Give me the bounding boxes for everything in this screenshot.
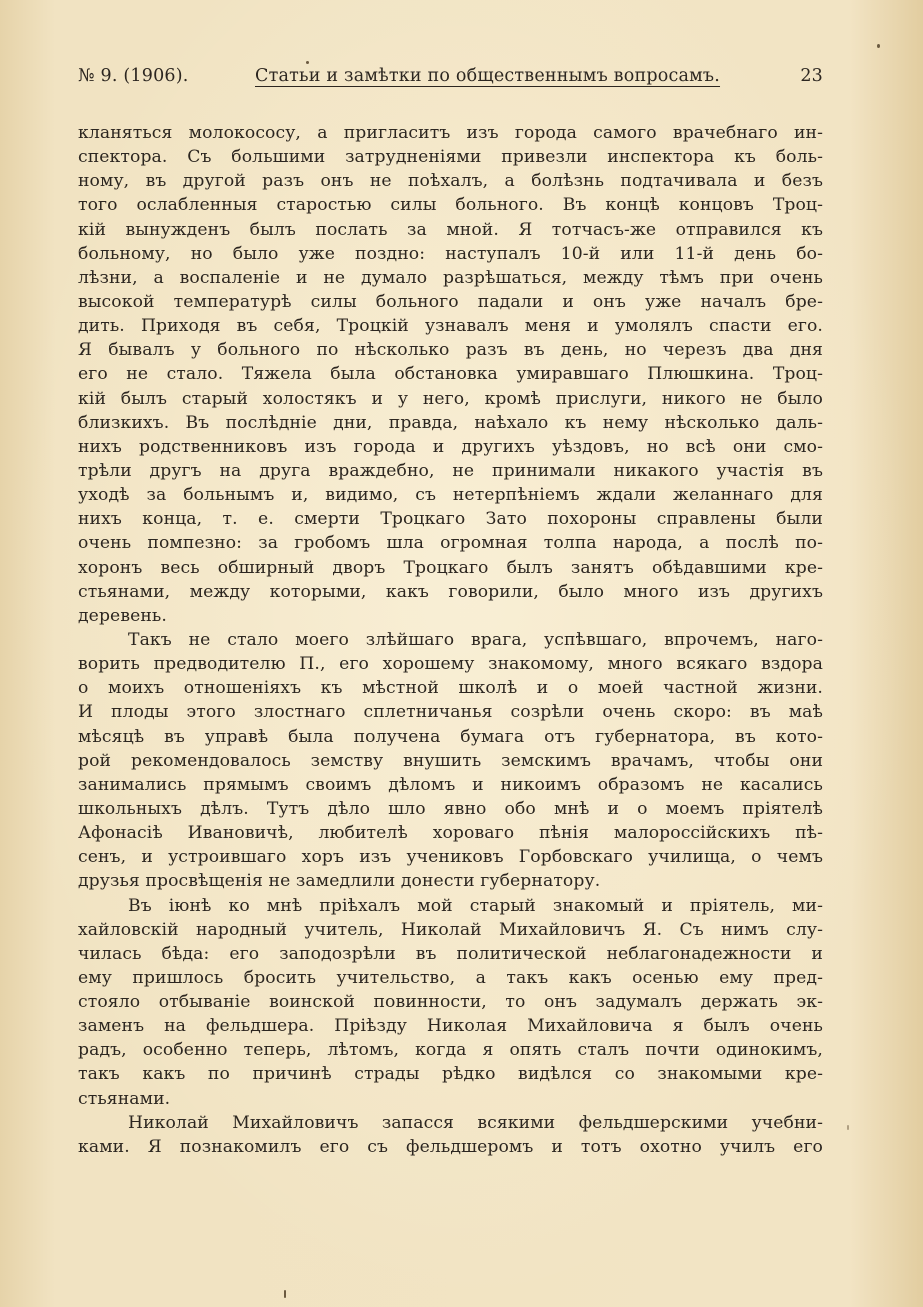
- text-line: трѣли другъ на друга враждебно, не принимали никакого участія въ: [78, 460, 823, 481]
- text-line: близкихъ. Въ послѣдніе дни, правда, наѣхало къ нему нѣсколько даль-: [78, 412, 823, 433]
- paper-speck: [284, 1290, 286, 1298]
- text-line: больному, но было уже поздно: наступалъ 10-й или 11-й день бо-: [78, 243, 823, 264]
- text-line: нихъ родственниковъ изъ города и другихъ уѣздовъ, но всѣ они смо-: [78, 436, 823, 457]
- text-line: кланяться молокососу, а пригласитъ изъ города самого врачебнаго ин-: [78, 123, 823, 143]
- text-line: рой рекомендовалось земству внушить земскимъ врачамъ, чтобы они: [78, 750, 823, 771]
- text-line: заменъ на фельдшера. Пріѣзду Николая Михайловича я былъ очень: [78, 1016, 823, 1037]
- text-line: ему пришлось бросить учительство, а такъ какъ осенью ему пред-: [78, 967, 823, 988]
- text-line: стьянами, между которыми, какъ говорили, было много изъ другихъ: [78, 581, 823, 602]
- text-line: уходѣ за больнымъ и, видимо, съ нетерпѣніемъ ждали желаннаго для: [78, 485, 823, 506]
- page-number: 23: [800, 66, 823, 86]
- article-body: [78, 121, 823, 1159]
- paragraph-start-line: Такъ не стало моего злѣйшаго врага, успѣвшаго, впрочемъ, наго-: [128, 629, 823, 650]
- text-line: чилась бѣда: его заподозрѣли въ политической неблагонадежности и: [78, 943, 823, 964]
- text-line: стояло отбываніе воинской повинности, то онъ задумалъ держать эк-: [78, 992, 823, 1013]
- text-line: нихъ конца, т. е. смерти Троцкаго Зато похороны справлены были: [78, 509, 823, 530]
- text-line: Я бывалъ у больного по нѣсколько разъ въ день, но черезъ два дня: [78, 340, 823, 361]
- text-line: сенъ, и устроившаго хоръ изъ учениковъ Горбовскаго училища, о чемъ: [78, 847, 823, 868]
- text-line: занимались прямымъ своимъ дѣломъ и никоимъ образомъ не касались: [78, 774, 823, 795]
- text-line: лѣзни, а воспаленіе и не думало разрѣшаться, между тѣмъ при очень: [78, 267, 823, 288]
- text-line: кій вынужденъ былъ послать за мной. Я тотчасъ-же отправился къ: [78, 219, 823, 240]
- paper-speck: [847, 1125, 849, 1130]
- issue-number: № 9. (1906).: [78, 66, 189, 86]
- text-line: его не стало. Тяжела была обстановка умиравшаго Плюшкина. Троц-: [78, 364, 823, 385]
- text-line: спектора. Съ большими затрудненіями привезли инспектора къ боль-: [78, 147, 823, 168]
- text-line: Афонасіѣ Ивановичѣ, любителѣ хороваго пѣнія малороссійскихъ пѣ-: [78, 823, 823, 844]
- text-line: мѣсяцѣ въ управѣ была получена бумага отъ губернатора, въ кото-: [78, 726, 823, 747]
- paragraph-end-line: стьянами.: [78, 1088, 171, 1109]
- text-line: кій былъ старый холостякъ и у него, кромѣ прислуги, никого не было: [78, 388, 823, 409]
- text-line: того ослабленныя старостью силы больного. Въ концѣ концовъ Троц-: [78, 195, 823, 216]
- text-line: такъ какъ по причинѣ страды рѣдко видѣлся со знакомыми кре-: [78, 1064, 823, 1085]
- text-line: И плоды этого злостнаго сплетничанья созрѣли очень скоро: въ маѣ: [78, 702, 823, 723]
- paper-speck: [306, 61, 309, 64]
- paragraph-start-line: Въ іюнѣ ко мнѣ пріѣхалъ мой старый знакомый и пріятель, ми-: [128, 895, 823, 916]
- text-line: радъ, особенно теперь, лѣтомъ, когда я опять сталъ почти одинокимъ,: [78, 1040, 823, 1061]
- paragraph-start-line: Николай Михайловичъ запасся всякими фельдшерскими учебни-: [128, 1112, 823, 1133]
- text-line: хайловскій народный учитель, Николай Михайловичъ Я. Съ нимъ слу-: [78, 919, 823, 940]
- section-title: Статьи и замѣтки по общественнымъ вопросамъ.: [255, 66, 721, 86]
- text-line: очень помпезно: за гробомъ шла огромная толпа народа, а послѣ по-: [78, 533, 823, 554]
- paper-speck: [877, 44, 880, 48]
- text-line: ному, въ другой разъ онъ не поѣхалъ, а болѣзнь подтачивала и безъ: [78, 171, 823, 192]
- text-line: ками. Я познакомилъ его съ фельдшеромъ и тотъ охотно училъ его: [78, 1136, 823, 1157]
- running-header: [78, 66, 823, 92]
- paragraph-end-line: друзья просвѣщенія не замедлили донести губернатору.: [78, 871, 601, 892]
- text-line: о моихъ отношеніяхъ къ мѣстной школѣ и о моей частной жизни.: [78, 678, 823, 699]
- text-line: ворить предводителю П., его хорошему знакомому, много всякаго вздора: [78, 654, 823, 675]
- text-line: хоронъ весь обширный дворъ Троцкаго былъ занятъ обѣдавшими кре-: [78, 557, 823, 578]
- text-line: школьныхъ дѣлъ. Тутъ дѣло шло явно обо мнѣ и о моемъ пріятелѣ: [78, 798, 823, 819]
- text-line: высокой температурѣ силы больного падали и онъ уже началъ бре-: [78, 291, 823, 312]
- text-line: дить. Приходя въ себя, Троцкій узнавалъ меня и умолялъ спасти его.: [78, 316, 823, 337]
- paragraph-end-line: деревень.: [78, 605, 167, 626]
